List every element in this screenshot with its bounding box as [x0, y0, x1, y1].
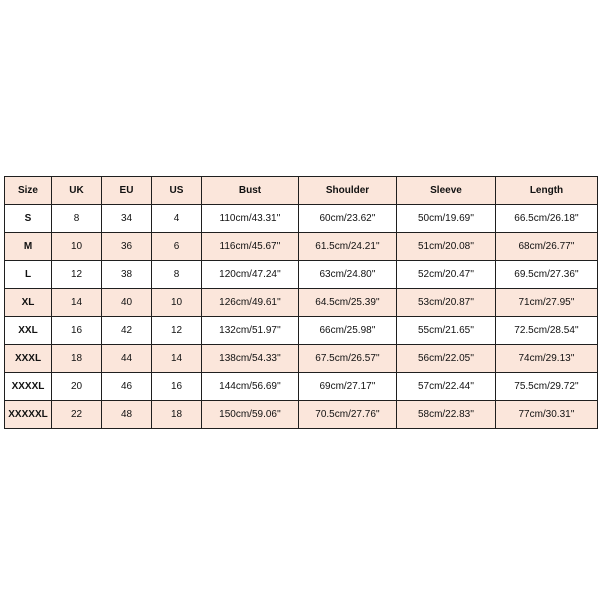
cell-uk: 14 — [52, 289, 102, 317]
cell-eu: 46 — [102, 373, 152, 401]
cell-bust: 150cm/59.06'' — [202, 401, 299, 429]
table-row — [5, 317, 598, 345]
cell-shoulder: 66cm/25.98'' — [299, 317, 397, 345]
table-row — [5, 401, 598, 429]
cell-uk: 20 — [52, 373, 102, 401]
cell-uk: 22 — [52, 401, 102, 429]
cell-shoulder: 70.5cm/27.76'' — [299, 401, 397, 429]
cell-size: XXXL — [5, 345, 52, 373]
cell-sleeve: 56cm/22.05'' — [397, 345, 496, 373]
cell-eu: 34 — [102, 205, 152, 233]
cell-shoulder: 61.5cm/24.21'' — [299, 233, 397, 261]
cell-eu: 36 — [102, 233, 152, 261]
cell-sleeve: 52cm/20.47'' — [397, 261, 496, 289]
cell-bust: 110cm/43.31'' — [202, 205, 299, 233]
cell-length: 77cm/30.31'' — [496, 401, 598, 429]
cell-uk: 12 — [52, 261, 102, 289]
cell-shoulder: 64.5cm/25.39'' — [299, 289, 397, 317]
cell-bust: 126cm/49.61'' — [202, 289, 299, 317]
cell-length: 66.5cm/26.18'' — [496, 205, 598, 233]
cell-bust: 138cm/54.33'' — [202, 345, 299, 373]
cell-size: XXL — [5, 317, 52, 345]
cell-us: 4 — [152, 205, 202, 233]
cell-shoulder: 67.5cm/26.57'' — [299, 345, 397, 373]
cell-sleeve: 50cm/19.69'' — [397, 205, 496, 233]
header-bust: Bust — [202, 177, 299, 205]
cell-size: S — [5, 205, 52, 233]
cell-size: XXXXL — [5, 373, 52, 401]
cell-us: 8 — [152, 261, 202, 289]
table-row — [5, 373, 598, 401]
cell-us: 12 — [152, 317, 202, 345]
cell-sleeve: 58cm/22.83'' — [397, 401, 496, 429]
cell-shoulder: 69cm/27.17'' — [299, 373, 397, 401]
size-chart-table — [4, 176, 598, 429]
cell-bust: 120cm/47.24'' — [202, 261, 299, 289]
cell-size: XL — [5, 289, 52, 317]
cell-bust: 116cm/45.67'' — [202, 233, 299, 261]
cell-size: XXXXXL — [5, 401, 52, 429]
table-row — [5, 289, 598, 317]
table-row — [5, 233, 598, 261]
cell-length: 72.5cm/28.54'' — [496, 317, 598, 345]
cell-length: 69.5cm/27.36'' — [496, 261, 598, 289]
table-row — [5, 205, 598, 233]
header-uk: UK — [52, 177, 102, 205]
cell-eu: 38 — [102, 261, 152, 289]
cell-us: 6 — [152, 233, 202, 261]
header-sleeve: Sleeve — [397, 177, 496, 205]
cell-shoulder: 60cm/23.62'' — [299, 205, 397, 233]
cell-sleeve: 51cm/20.08'' — [397, 233, 496, 261]
cell-eu: 48 — [102, 401, 152, 429]
cell-us: 18 — [152, 401, 202, 429]
header-size: Size — [5, 177, 52, 205]
cell-eu: 42 — [102, 317, 152, 345]
cell-us: 16 — [152, 373, 202, 401]
cell-bust: 144cm/56.69'' — [202, 373, 299, 401]
cell-length: 68cm/26.77'' — [496, 233, 598, 261]
header-eu: EU — [102, 177, 152, 205]
cell-shoulder: 63cm/24.80'' — [299, 261, 397, 289]
header-shoulder: Shoulder — [299, 177, 397, 205]
cell-length: 74cm/29.13'' — [496, 345, 598, 373]
cell-sleeve: 55cm/21.65'' — [397, 317, 496, 345]
cell-length: 71cm/27.95'' — [496, 289, 598, 317]
cell-uk: 8 — [52, 205, 102, 233]
table-row — [5, 261, 598, 289]
cell-eu: 44 — [102, 345, 152, 373]
header-length: Length — [496, 177, 598, 205]
cell-bust: 132cm/51.97'' — [202, 317, 299, 345]
table-header-row — [5, 177, 598, 205]
cell-length: 75.5cm/29.72'' — [496, 373, 598, 401]
cell-us: 14 — [152, 345, 202, 373]
table-row — [5, 345, 598, 373]
header-us: US — [152, 177, 202, 205]
cell-size: M — [5, 233, 52, 261]
cell-sleeve: 53cm/20.87'' — [397, 289, 496, 317]
cell-eu: 40 — [102, 289, 152, 317]
cell-uk: 16 — [52, 317, 102, 345]
cell-us: 10 — [152, 289, 202, 317]
cell-uk: 18 — [52, 345, 102, 373]
cell-size: L — [5, 261, 52, 289]
cell-sleeve: 57cm/22.44'' — [397, 373, 496, 401]
cell-uk: 10 — [52, 233, 102, 261]
